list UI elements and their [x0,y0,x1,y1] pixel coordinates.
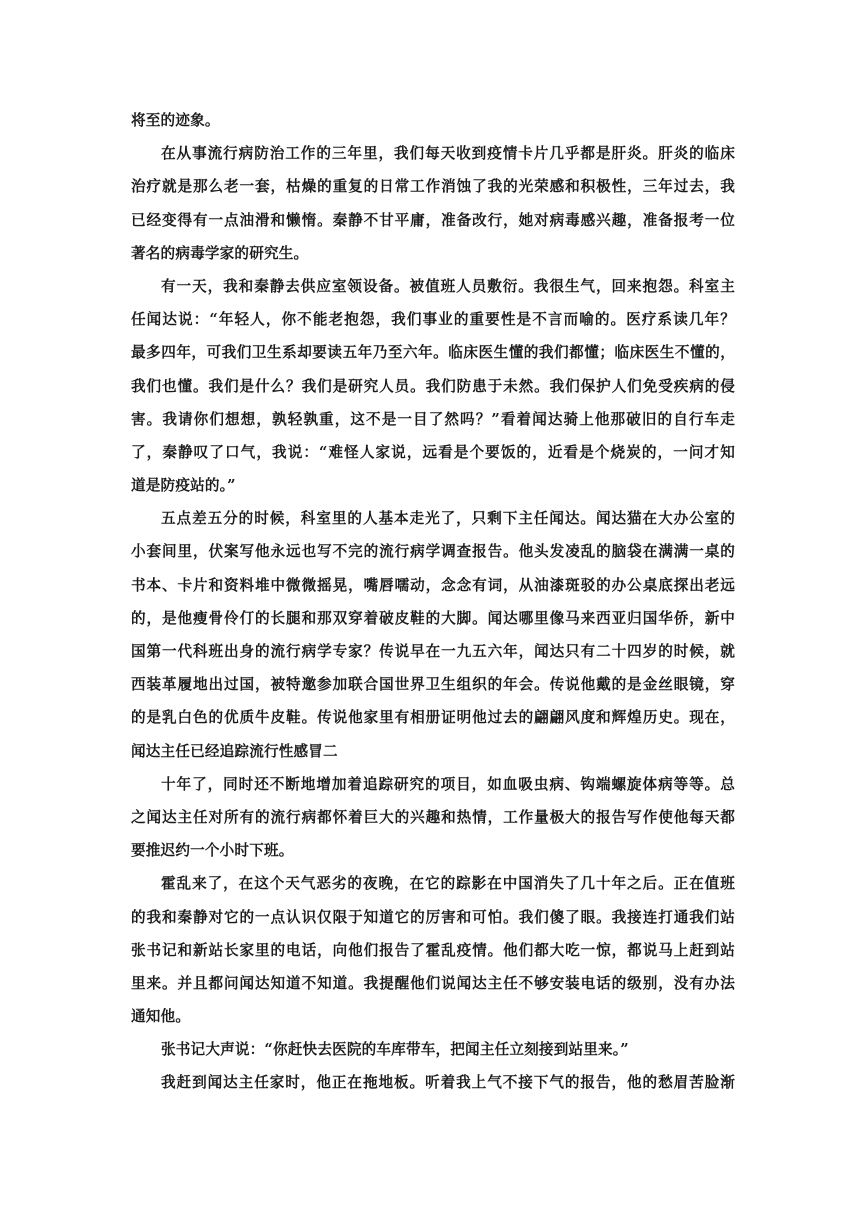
text-line: 任闻达说：“年轻人，你不能老抱怨，我们事业的重要性是不言而喻的。医疗系读几年？ [131,311,735,329]
text-line: 之闻达主任对所有的流行病都怀着巨大的兴趣和热情，工作量极大的报告写作使他每天都 [131,808,735,826]
text-line: 将至的迹象。 [131,112,220,129]
text-line: 在从事流行病防治工作的三年里，我们每天收到疫情卡片几乎都是肝炎。肝炎的临床 [161,145,735,163]
text-line: 五点差五分的时候，科室里的人基本走光了，只剩下主任闻达。闻达猫在大办公室的 [161,510,735,528]
text-line: 的我和秦静对它的一点认识仅限于知道它的厉害和可怕。我们傻了眼。我接连打通我们站 [131,908,735,926]
text-line: 害。我请你们想想，孰轻孰重，这不是一目了然吗？”看着闻达骑上他那破旧的自行车走 [131,410,735,428]
text-line: 通知他。 [131,1008,191,1026]
text-line: 张书记大声说：“你赶快去医院的车库带车，把闻主任立刻接到站里来。” [161,1041,629,1059]
text-line: 里来。并且都问闻达知道不知道。我提醒他们说闻达主任不够安装电话的级别，没有办法 [131,974,735,992]
text-line: 著名的病毒学家的研究生。 [131,244,309,262]
text-line: 我赶到闻达主任家时，他正在拖地板。听着我上气不接下气的报告，他的愁眉苦脸渐 [161,1074,735,1092]
text-line: 已经变得有一点油滑和懒惰。秦静不甘平庸，准备改行，她对病毒感兴趣，准备报考一位 [131,211,735,229]
document-body [131,104,735,1100]
text-line: 十年了，同时还不断地增加着追踪研究的项目，如血吸虫病、钩端螺旋体病等等。总 [161,775,735,793]
text-line: 治疗就是那么老一套，枯燥的重复的日常工作消蚀了我的光荣感和积极性，三年过去，我 [131,178,735,196]
text-line: 道是防疫站的。” [131,477,236,495]
text-line: 西装革履地出过国，被特邀参加联合国世界卫生组织的年会。传说他戴的是金丝眼镜，穿 [131,676,735,694]
text-line: 我们也懂。我们是什么？我们是研究人员。我们防患于未然。我们保护人们免受疾病的侵 [131,377,735,395]
text-line: 国第一代科班出身的流行病学专家？传说早在一九五六年，闻达只有二十四岁的时候，就 [131,643,735,660]
text-line: 的，是他瘦骨伶仃的长腿和那双穿着破皮鞋的大脚。闻达哪里像马来西亚归国华侨，新中 [131,609,735,627]
text-line: 最多四年，可我们卫生系却要读五年乃至六年。临床医生懂的我们都懂；临床医生不懂的， [131,344,735,362]
text-line: 有一天，我和秦静去供应室领设备。被值班人员敷衍。我很生气，回来抱怨。科室主 [161,277,735,295]
text-line: 张书记和新站长家里的电话，向他们报告了霍乱疫情。他们都大吃一惊，都说马上赶到站 [131,941,735,959]
text-line: 小套间里，伏案写他永远也写不完的流行病学调查报告。他头发凌乱的脑袋在满满一桌的 [131,543,735,561]
text-line: 了，秦静叹了口气，我说：“难怪人家说，远看是个要饭的，近看是个烧炭的，一问才知 [131,443,735,461]
text-line: 闻达主任已经追踪流行性感冒二 [131,742,338,760]
text-line: 要推迟约一个小时下班。 [131,842,294,860]
text-line: 的是乳白色的优质牛皮鞋。传说他家里有相册证明他过去的翩翩风度和辉煌历史。现在， [131,709,735,727]
text-line: 霍乱来了，在这个天气恶劣的夜晚，在它的踪影在中国消失了几十年之后。正在值班 [161,875,735,893]
text-line: 书本、卡片和资料堆中微微摇晃，嘴唇嚅动，念念有词，从油漆斑驳的办公桌底探出老远 [131,576,735,594]
